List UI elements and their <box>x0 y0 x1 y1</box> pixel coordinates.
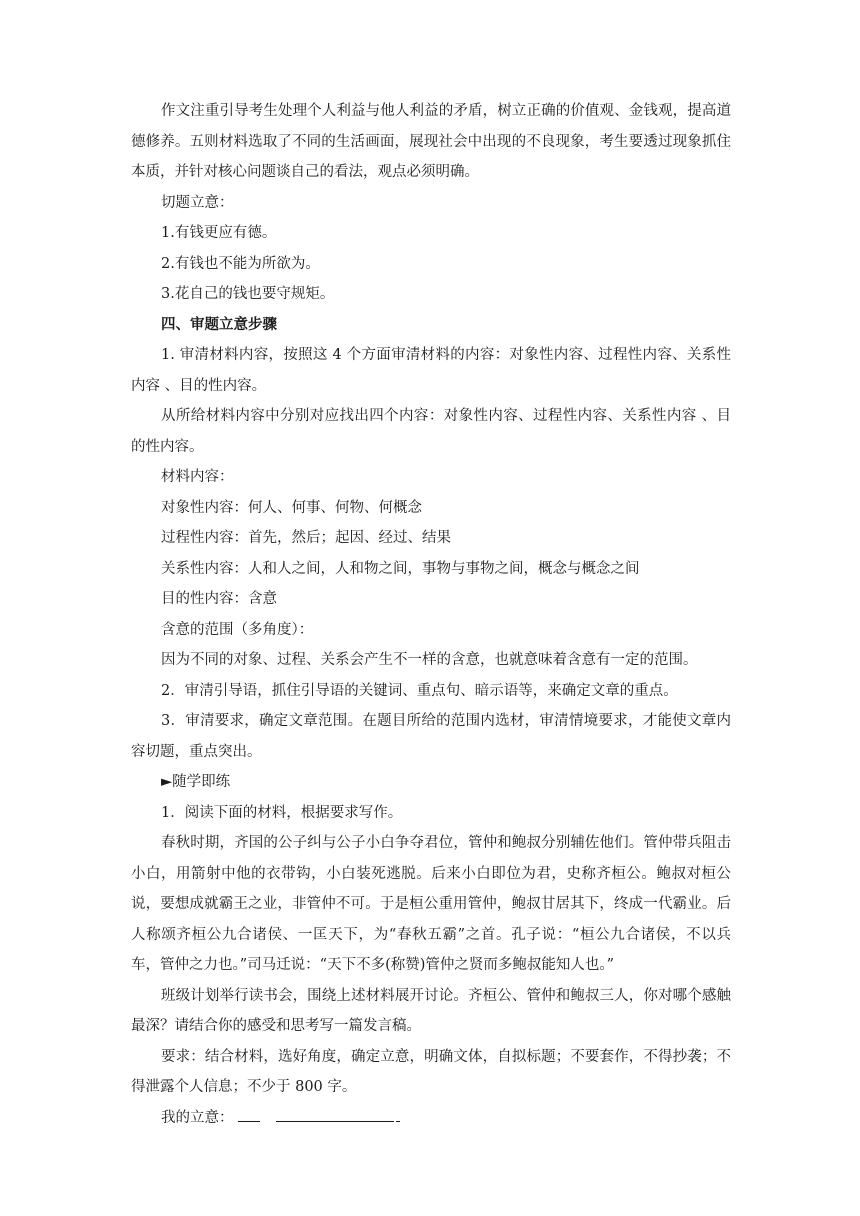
topic-ideas-label: 切题立意： <box>161 194 234 211</box>
topic-idea-item: 2.有钱也不能为所欲为。 <box>161 255 320 272</box>
material-passage: 春秋时期，齐国的公子纠与公子小白争夺君位，管仲和鲍叔分别辅佐他们。管仲带兵阻击小白，用箭射中他的衣带钩，小白装死逃脱。后来小白即位为君，史称齐桓公。鲍叔对桓公说，要想成就霸王之业，非管仲不可。于是桓公重用管仲，鲍叔甘居其下，终成一代霸业。后人称颂齐桓公九合诸侯、一匡天下，为“春秋五霸”之首。孔子说：“桓公九合诸侯，不以兵车，管仲之力也。”司马迁说：“天下不多(称赞)管仲之贤而多鲍叔能知人也。” <box>131 835 731 973</box>
content-type-line: 对象性内容：何人、何事、何物、何概念 <box>161 499 422 516</box>
step-paragraph: 1. 审清材料内容，按照这 4 个方面审清材料的内容：对象性内容、过程性内容、关系性内容 、目的性内容。 <box>131 347 731 394</box>
answer-blank-end <box>396 1107 400 1122</box>
answer-blank-short[interactable] <box>238 1107 260 1122</box>
step-paragraph: 3．审清要求，确定文章范围。在题目所给的范围内选材，审清情境要求，才能使文章内容切题，重点突出。 <box>131 713 731 760</box>
body-paragraph: 因为不同的对象、过程、关系会产生不一样的含意，也就意味着含意有一定的范围。 <box>161 652 698 668</box>
step-paragraph: 2．审清引导语，抓住引导语的关键词、重点句、暗示语等，来确定文章的重点。 <box>161 682 678 699</box>
body-paragraph: 从所给材料内容中分别对应找出四个内容：对象性内容、过程性内容、关系性内容 、目的性内容。 <box>131 408 731 455</box>
exercise-prompt: 1．阅读下面的材料，根据要求写作。 <box>161 804 403 821</box>
practice-heading: ►随学即练 <box>161 774 231 790</box>
topic-idea-item: 3.花自己的钱也要守规矩。 <box>161 286 335 302</box>
requirements-paragraph: 要求：结合材料，选好角度，确定立意，明确文体，自拟标题；不要套作，不得抄袭；不得泄露个人信息；不少于 800 字。 <box>131 1048 731 1095</box>
content-type-line: 过程性内容：首先，然后；起因、经过、结果 <box>161 530 451 546</box>
meaning-range-label: 含意的范围（多角度）： <box>161 621 314 638</box>
answer-line <box>131 1103 731 1134</box>
answer-label: 我的立意： <box>161 1109 234 1126</box>
section-heading: 四、审题立意步骤 <box>161 316 277 333</box>
task-paragraph: 班级计划举行读书会，围绕上述材料展开讨论。齐桓公、管仲和鲍叔三人，你对哪个感触最深？请结合你的感受和思考写一篇发言稿。 <box>131 987 731 1034</box>
content-type-line: 关系性内容：人和人之间，人和物之间，事物与事物之间，概念与概念之间 <box>161 560 640 577</box>
document-page <box>131 96 731 1133</box>
material-content-label: 材料内容： <box>161 469 234 485</box>
content-type-line: 目的性内容：含意 <box>161 591 277 607</box>
intro-paragraph: 作文注重引导考生处理个人利益与他人利益的矛盾，树立正确的价值观、金钱观，提高道德修养。五则材料选取了不同的生活画面，展现社会中出现的不良现象，考生要透过现象抓住本质，并针对核心问题谈自己的看法，观点必须明确。 <box>131 103 731 180</box>
answer-blank-long[interactable] <box>276 1107 394 1122</box>
topic-idea-item: 1.有钱更应有德。 <box>161 225 277 241</box>
